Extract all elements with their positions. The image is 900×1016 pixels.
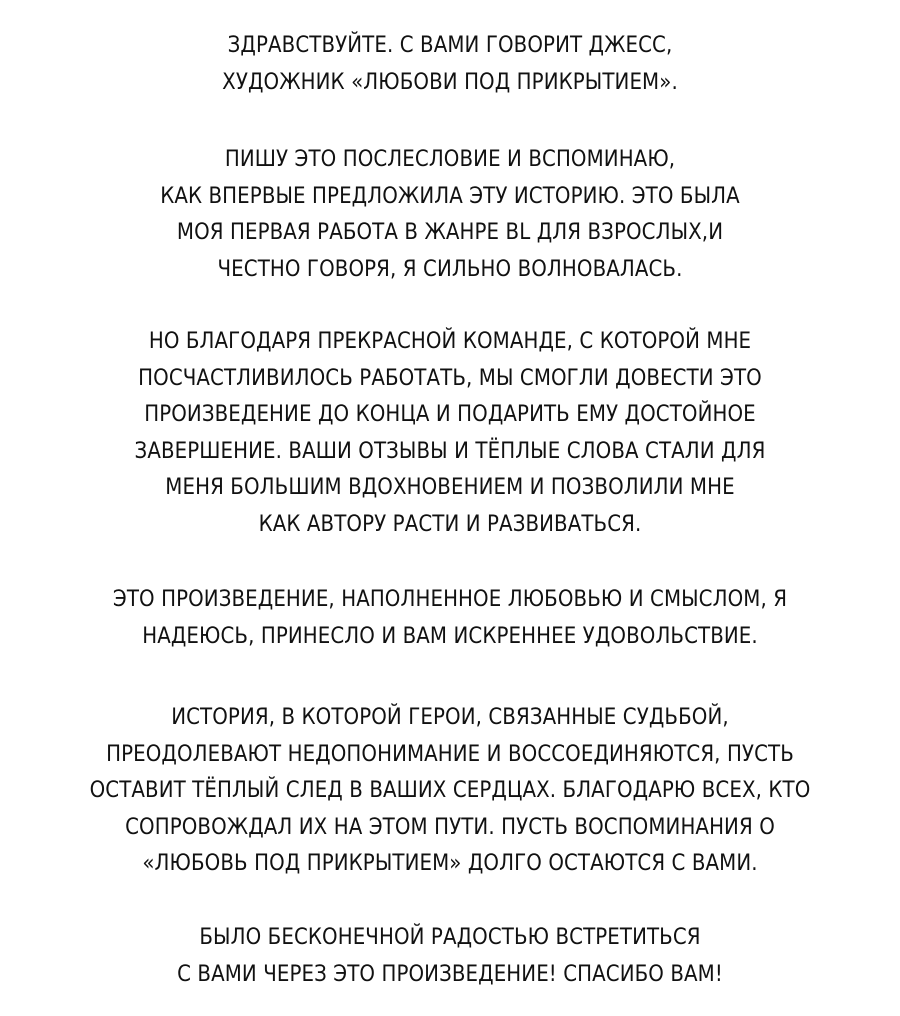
text-line: НАДЕЮСЬ, ПРИНЕСЛО И ВАМ ИСКРЕННЕЕ УДОВОЛЬСТВИЕ.	[142, 623, 758, 649]
text-line: ЧЕСТНО ГОВОРЯ, Я СИЛЬНО ВОЛНОВАЛАСЬ.	[217, 256, 683, 282]
text-line: СОПРОВОЖДАЛ ИХ НА ЭТОМ ПУТИ. ПУСТЬ ВОСПОМИНАНИЯ О	[125, 814, 775, 840]
text-line: ИСТОРИЯ, В КОТОРОЙ ГЕРОИ, СВЯЗАННЫЕ СУДЬБОЙ,	[171, 705, 729, 730]
text-line: ПРОИЗВЕДЕНИЕ ДО КОНЦА И ПОДАРИТЬ ЕМУ ДОСТОЙНОЕ	[144, 402, 756, 427]
text-line: НО БЛАГОДАРЯ ПРЕКРАСНОЙ КОМАНДЕ, С КОТОРОЙ МНЕ	[148, 329, 752, 354]
closing-paragraph	[0, 920, 900, 993]
text-line: МЕНЯ БОЛЬШИМ ВДОХНОВЕНИЕМ И ПОЗВОЛИЛИ МНЕ	[165, 475, 735, 500]
greeting-paragraph	[0, 28, 900, 101]
text-line: ЗДРАВСТВУЙТЕ. С ВАМИ ГОВОРИТ ДЖЕСС,	[227, 33, 673, 58]
text-line: ПРЕОДОЛЕВАЮТ НЕДОПОНИМАНИЕ И ВОССОЕДИНЯЮТСЯ, ПУСТЬ	[106, 741, 794, 767]
team-thanks-paragraph	[0, 324, 900, 543]
text-line: ЭТО ПРОИЗВЕДЕНИЕ, НАПОЛНЕННОЕ ЛЮБОВЬЮ И СМЫСЛОМ, Я	[112, 587, 788, 612]
story-paragraph	[0, 700, 900, 883]
text-line: ПИШУ ЭТО ПОСЛЕСЛОВИЕ И ВСПОМИНАЮ,	[224, 147, 676, 172]
text-line: С ВАМИ ЧЕРЕЗ ЭТО ПРОИЗВЕДЕНИЕ! СПАСИБО ВАМ!	[177, 961, 723, 987]
text-line: КАК ВПЕРВЫЕ ПРЕДЛОЖИЛА ЭТУ ИСТОРИЮ. ЭТО БЫЛА	[160, 183, 740, 209]
text-line: ЗАВЕРШЕНИЕ. ВАШИ ОТЗЫВЫ И ТЁПЛЫЕ СЛОВА СТАЛИ ДЛЯ	[134, 438, 766, 464]
text-line: КАК АВТОРУ РАСТИ И РАЗВИВАТЬСЯ.	[258, 511, 642, 537]
text-line: «ЛЮБОВЬ ПОД ПРИКРЫТИЕМ» ДОЛГО ОСТАЮТСЯ С ВАМИ.	[142, 851, 758, 876]
first-work-paragraph	[0, 142, 900, 288]
text-line: МОЯ ПЕРВАЯ РАБОТА В ЖАНРЕ BL ДЛЯ ВЗРОСЛЫХ,И	[176, 220, 724, 245]
text-line: БЫЛО БЕСКОНЕЧНОЙ РАДОСТЬЮ ВСТРЕТИТЬСЯ	[199, 925, 701, 950]
hope-paragraph	[0, 582, 900, 655]
text-line: ОСТАВИТ ТЁПЛЫЙ СЛЕД В ВАШИХ СЕРДЦАХ. БЛАГОДАРЮ ВСЕХ, КТО	[89, 778, 811, 803]
text-line: ХУДОЖНИК «ЛЮБОВИ ПОД ПРИКРЫТИЕМ».	[222, 69, 678, 95]
text-line: ПОСЧАСТЛИВИЛОСЬ РАБОТАТЬ, МЫ СМОГЛИ ДОВЕСТИ ЭТО	[138, 365, 762, 391]
